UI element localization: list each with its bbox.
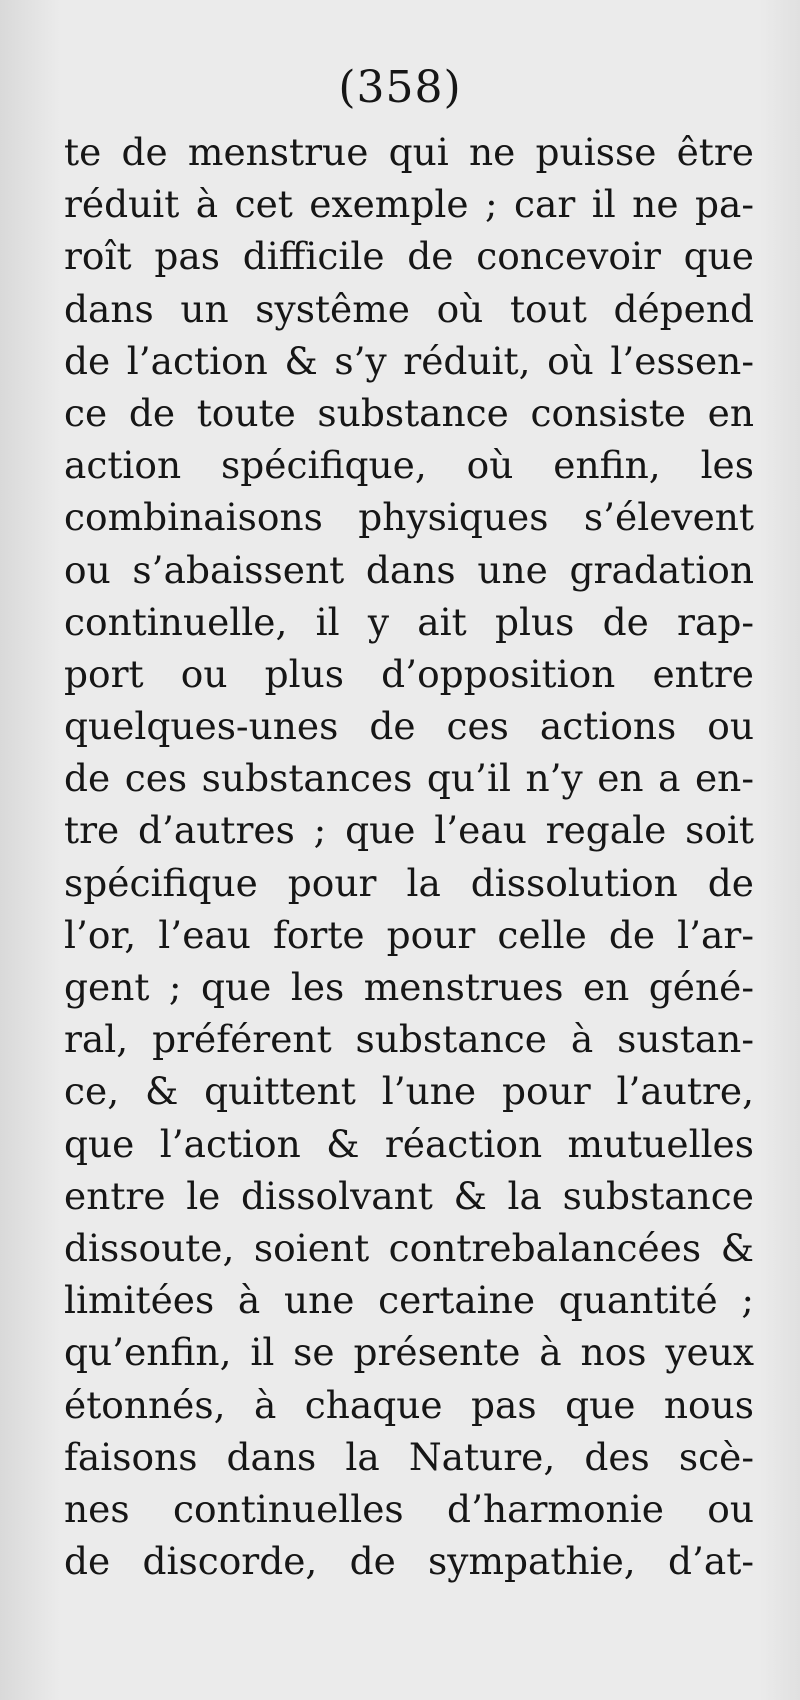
text-line: qu’enfin, il se présente à nos yeux <box>64 1330 754 1375</box>
text-line: ce de toute substance consiste en <box>64 390 754 435</box>
text-line: de discorde, de sympathie, d’at- <box>64 1539 754 1584</box>
text-line: ce, & quittent l’une pour l’autre, <box>64 1069 754 1114</box>
page-edge-shadow-right <box>760 0 800 1700</box>
text-line: gent ; que les menstrues en géné- <box>64 965 754 1009</box>
text-line: port ou plus d’opposition entre <box>64 651 754 696</box>
text-line: continuelle, il y ait plus de rap- <box>64 599 754 644</box>
text-line: entre le dissolvant & la substance <box>64 1173 754 1218</box>
text-line: étonnés, à chaque pas que nous <box>64 1382 754 1427</box>
text-line: réduit à cet exemple ; car il ne pa- <box>64 182 754 227</box>
page-edge-shadow-left <box>0 0 60 1700</box>
text-line: de l’action & s’y réduit, où l’essen- <box>64 338 754 383</box>
text-line: ral, préférent substance à sustan- <box>64 1017 754 1062</box>
text-line: roît pas difficile de concevoir que <box>64 234 754 279</box>
text-line: faisons dans la Nature, des scè- <box>64 1434 754 1479</box>
text-line: tre d’autres ; que l’eau regale soit <box>64 808 754 853</box>
body-text <box>64 126 754 1587</box>
text-line: spécifique pour la dissolution de <box>64 860 754 905</box>
text-line: dans un systême où tout dépend <box>64 286 754 331</box>
text-line: ou s’abaissent dans une gradation <box>64 547 754 592</box>
page-number: (358) <box>338 62 462 113</box>
text-line: l’or, l’eau forte pour celle de l’ar- <box>64 912 754 957</box>
text-line: combinaisons physiques s’élevent <box>64 495 754 540</box>
text-line: de ces substances qu’il n’y en a en- <box>64 756 754 801</box>
text-line: dissoute, soient contrebalancées & <box>64 1225 754 1270</box>
text-line: que l’action & réaction mutuelles <box>64 1121 754 1166</box>
text-line: action spécifique, où enfin, les <box>64 443 754 488</box>
text-line: limitées à une certaine quantité ; <box>64 1278 754 1323</box>
text-line: nes continuelles d’harmonie ou <box>64 1486 754 1531</box>
text-line: quelques-unes de ces actions ou <box>64 704 754 749</box>
text-line: te de menstrue qui ne puisse être <box>64 130 754 174</box>
